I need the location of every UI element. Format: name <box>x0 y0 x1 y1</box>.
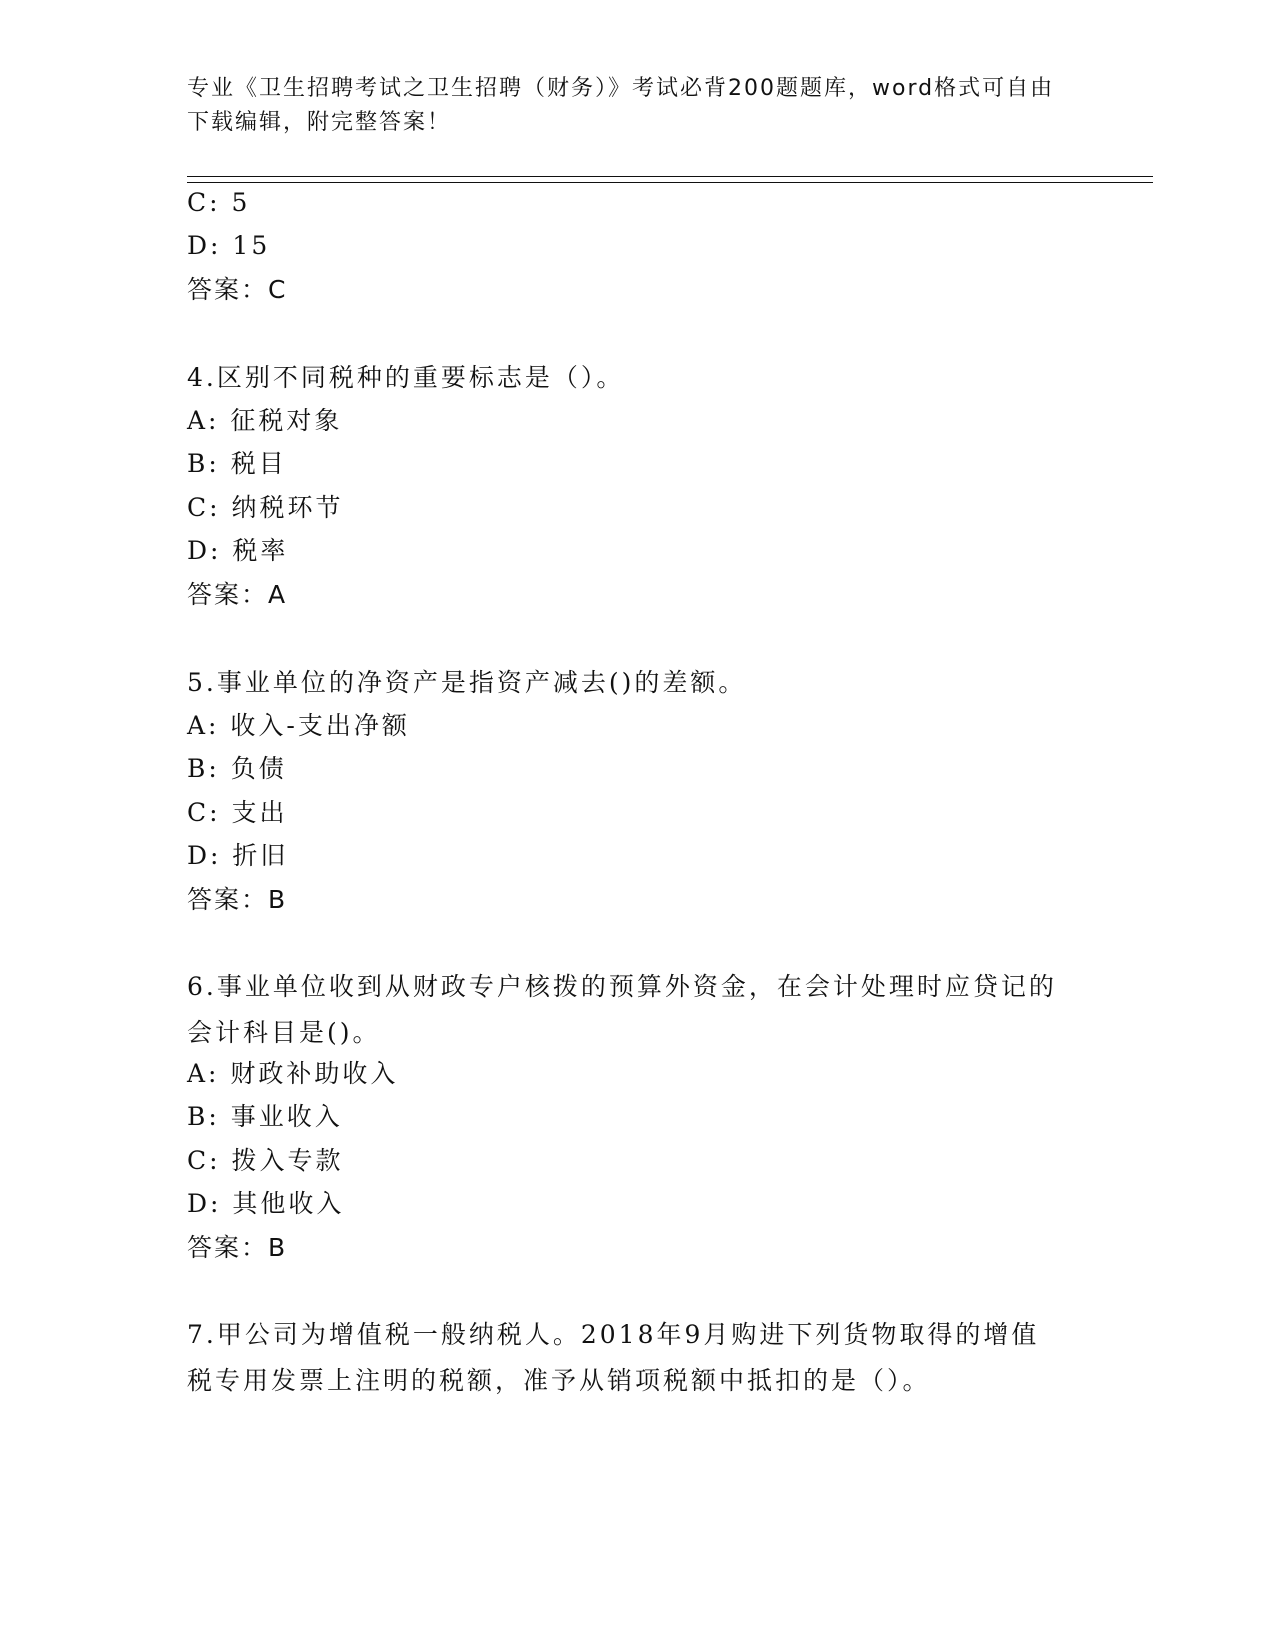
q3-option-d: D: 15 <box>187 231 271 260</box>
q6-option-a: A: 财政补助收入 <box>187 1059 399 1088</box>
q7-stem: 7.甲公司为增值税一般纳税人。2018年9月购进下列货物取得的增值税专用发票上注明的税额，准予从销项税额中抵扣的是（）。 <box>187 1320 1040 1395</box>
header-divider-top <box>187 176 1153 177</box>
header-divider-bottom <box>187 182 1153 183</box>
q6-answer: 答案：B <box>187 1233 288 1262</box>
q6-stem: 6.事业单位收到从财政专户核拨的预算外资金，在会计处理时应贷记的会计科目是()。 <box>187 972 1057 1047</box>
q5-answer: 答案：B <box>187 885 288 914</box>
document-header: 专业《卫生招聘考试之卫生招聘（财务）》考试必背200题题库，word格式可自由下载编辑，附完整答案！ <box>187 76 1055 135</box>
q4-answer: 答案：A <box>187 580 288 609</box>
q5-option-b: B: 负债 <box>187 754 287 783</box>
q6-option-d: D: 其他收入 <box>187 1189 345 1218</box>
q3-option-c: C: 5 <box>187 188 251 217</box>
q4-option-a: A: 征税对象 <box>187 406 343 435</box>
q4-option-d: D: 税率 <box>187 536 289 565</box>
q4-stem: 4.区别不同税种的重要标志是（）。 <box>187 363 625 392</box>
q5-stem: 5.事业单位的净资产是指资产减去()的差额。 <box>187 668 747 697</box>
q6-option-c: C: 拨入专款 <box>187 1146 344 1175</box>
q3-answer: 答案：C <box>187 275 288 304</box>
q5-option-a: A: 收入-支出净额 <box>187 711 410 740</box>
q4-option-b: B: 税目 <box>187 449 287 478</box>
q4-option-c: C: 纳税环节 <box>187 493 344 522</box>
q6-option-b: B: 事业收入 <box>187 1102 343 1131</box>
q5-option-d: D: 折旧 <box>187 841 289 870</box>
q5-option-c: C: 支出 <box>187 798 288 827</box>
